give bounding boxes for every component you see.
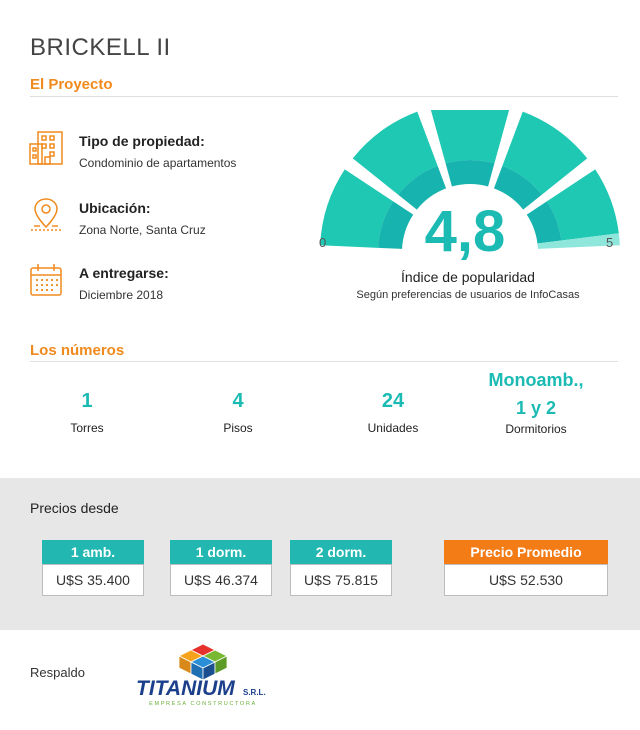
logo-subtitle: EMPRESA CONSTRUCTORA	[149, 701, 257, 707]
price-card-label: Precio Promedio	[444, 540, 608, 564]
stat-caption: Dormitorios	[505, 422, 567, 436]
price-card-2-dorm	[290, 540, 392, 596]
property-type-value: Condominio de apartamentos	[79, 156, 237, 170]
gauge-min-label: 0	[319, 235, 327, 250]
map-pin-icon	[28, 197, 64, 233]
backing-label: Respaldo	[30, 665, 85, 680]
stat-value-line1: Monoamb.,	[488, 370, 584, 390]
stat-value: 1	[81, 390, 93, 412]
price-card-value: U$S 75.815	[290, 564, 392, 596]
stat-caption: Torres	[70, 421, 104, 435]
logo-suffix: S.R.L.	[243, 688, 266, 697]
stat-value-line2: 1 y 2	[515, 398, 557, 418]
property-location-label: Ubicación:	[79, 200, 151, 216]
logo-word: TITANIUM	[136, 677, 235, 700]
stat-caption: Unidades	[367, 421, 419, 435]
popularity-sublabel: Según preferencias de usuarios de InfoCasas	[356, 289, 580, 301]
gauge-segment	[430, 110, 510, 163]
property-location-value: Zona Norte, Santa Cruz	[79, 223, 206, 237]
price-card-value: U$S 35.400	[42, 564, 144, 596]
popularity-value: 4,8	[424, 199, 506, 264]
price-card-label: 1 dorm.	[170, 540, 272, 564]
stat-units	[328, 390, 458, 435]
popularity-label: Índice de popularidad	[401, 269, 535, 285]
price-card-1-dorm	[170, 540, 272, 596]
section-divider	[30, 96, 618, 97]
gauge-segment-inner	[446, 160, 495, 186]
prices-title: Precios desde	[30, 500, 119, 516]
stat-floors	[173, 390, 303, 435]
price-card-value: U$S 52.530	[444, 564, 608, 596]
property-delivery	[28, 262, 318, 312]
property-delivery-value: Diciembre 2018	[79, 288, 164, 302]
stat-caption: Pisos	[223, 421, 253, 435]
titanium-logo	[133, 642, 273, 708]
price-card-label: 2 dorm.	[290, 540, 392, 564]
property-type-label: Tipo de propiedad:	[79, 133, 205, 149]
price-card-label: 1 amb.	[42, 540, 144, 564]
gauge-max-label: 5	[606, 235, 614, 250]
property-location	[28, 197, 318, 247]
page-title: BRICKELL II	[30, 34, 171, 61]
price-card-average	[444, 540, 608, 596]
cube-mark	[179, 644, 227, 680]
property-delivery-label: A entregarse:	[79, 265, 169, 281]
property-type	[28, 130, 318, 180]
stat-value: 24	[381, 390, 405, 412]
stat-towers	[22, 390, 152, 435]
price-card-value: U$S 46.374	[170, 564, 272, 596]
section-heading-numbers: Los números	[30, 342, 125, 359]
section-heading-project: El Proyecto	[30, 76, 113, 93]
section-divider	[30, 361, 618, 362]
building-icon	[28, 130, 64, 166]
stat-value: 4	[232, 390, 244, 412]
price-card-1-amb	[42, 540, 144, 596]
calendar-icon	[28, 262, 64, 298]
stat-bedrooms	[466, 370, 606, 436]
